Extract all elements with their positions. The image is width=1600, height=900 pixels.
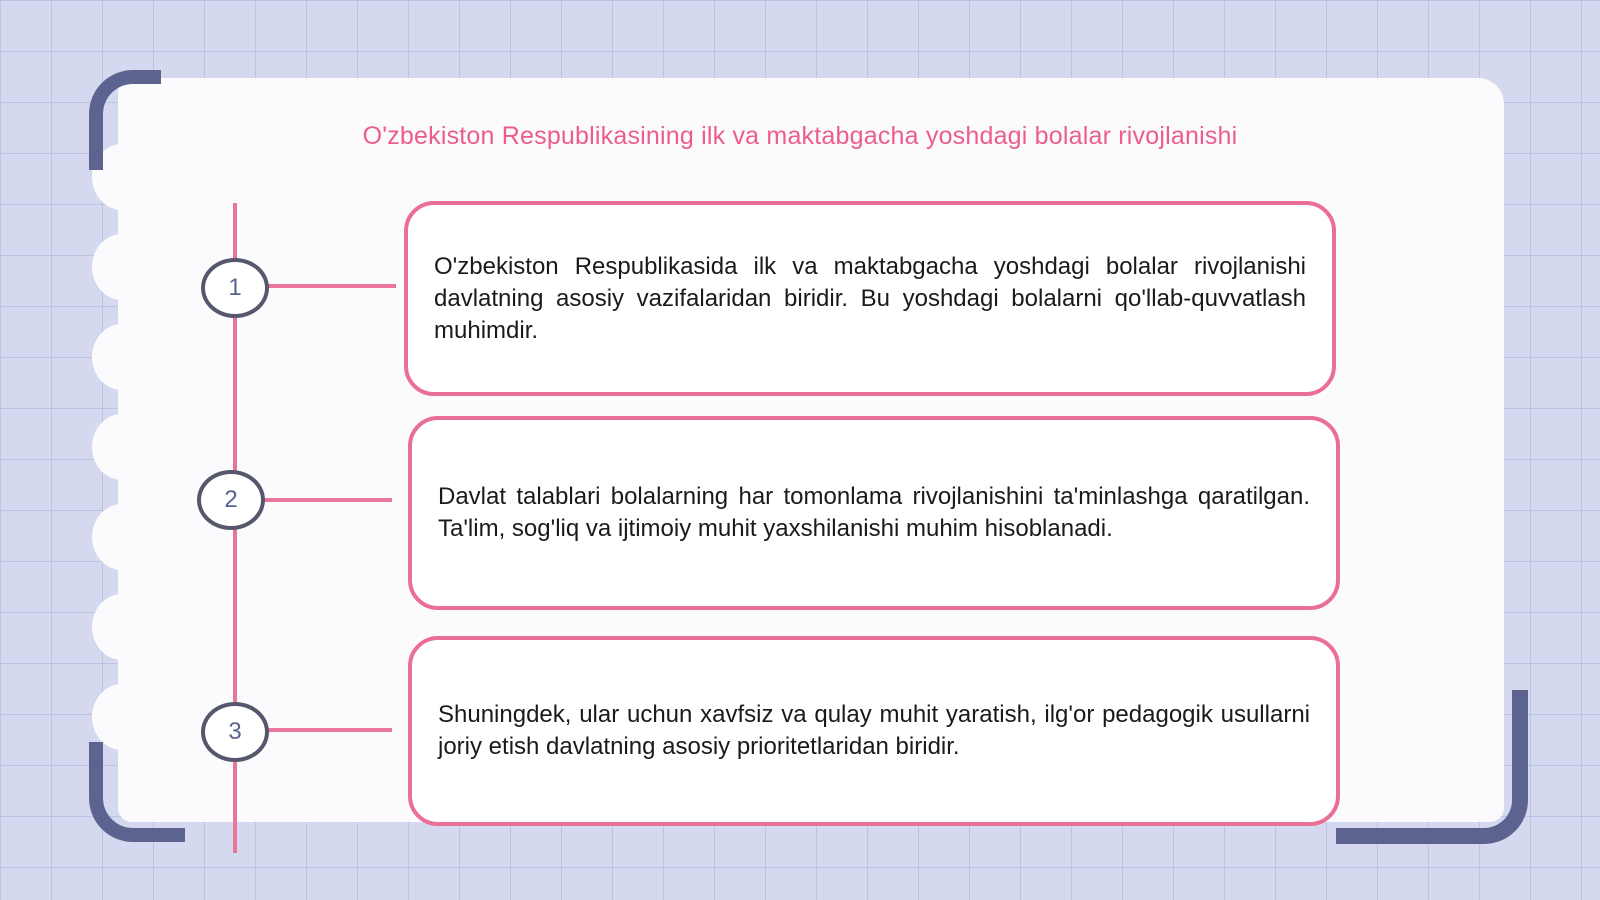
paper-scallop-edge <box>92 414 152 480</box>
frame-corner-top-left <box>89 70 161 170</box>
card-text: O'zbekiston Respublikasida ilk va maktabgacha yoshdagi bolalar rivojlanishi davlatning asosiy vazifalaridan biridir. Bu yoshdagi bolalarni qo'llab-quvvatlash muhimdir. <box>434 252 1306 344</box>
timeline-connector-1 <box>266 284 396 288</box>
step-number-label: 2 <box>224 486 238 513</box>
timeline-card-3 <box>408 636 1340 826</box>
step-number-label: 3 <box>228 718 242 745</box>
paper-scallop-edge <box>92 234 152 300</box>
timeline-card-2 <box>408 416 1340 610</box>
frame-corner-bottom-right <box>1336 690 1528 844</box>
step-number-circle-3 <box>201 702 269 762</box>
step-number-circle-2 <box>197 470 265 530</box>
slide-title: O'zbekiston Respublikasining ilk va maktabgacha yoshdagi bolalar rivojlanishi <box>362 122 1238 150</box>
frame-corner-bottom-left <box>89 742 185 842</box>
card-text: Shuningdek, ular uchun xavfsiz va qulay muhit yaratish, ilg'or pedagogik usullarni joriy etish davlatning asosiy prioritetlaridan biridir. <box>438 701 1310 760</box>
paper-scallop-edge <box>92 594 152 660</box>
timeline-connector-3 <box>266 728 392 732</box>
card-text: Davlat talablari bolalarning har tomonlama rivojlanishini ta'minlashga qaratilgan. Ta'lim, sog'liq va ijtimoiy muhit yaxshilanishi muhim hisoblanadi. <box>438 483 1310 542</box>
paper-scallop-edge <box>92 324 152 390</box>
step-number-label: 1 <box>228 274 242 301</box>
timeline-connector-2 <box>262 498 392 502</box>
paper-scallop-edge <box>92 504 152 570</box>
step-number-circle-1 <box>201 258 269 318</box>
timeline-card-1 <box>404 201 1336 396</box>
paper-scallop-edge <box>92 684 152 750</box>
